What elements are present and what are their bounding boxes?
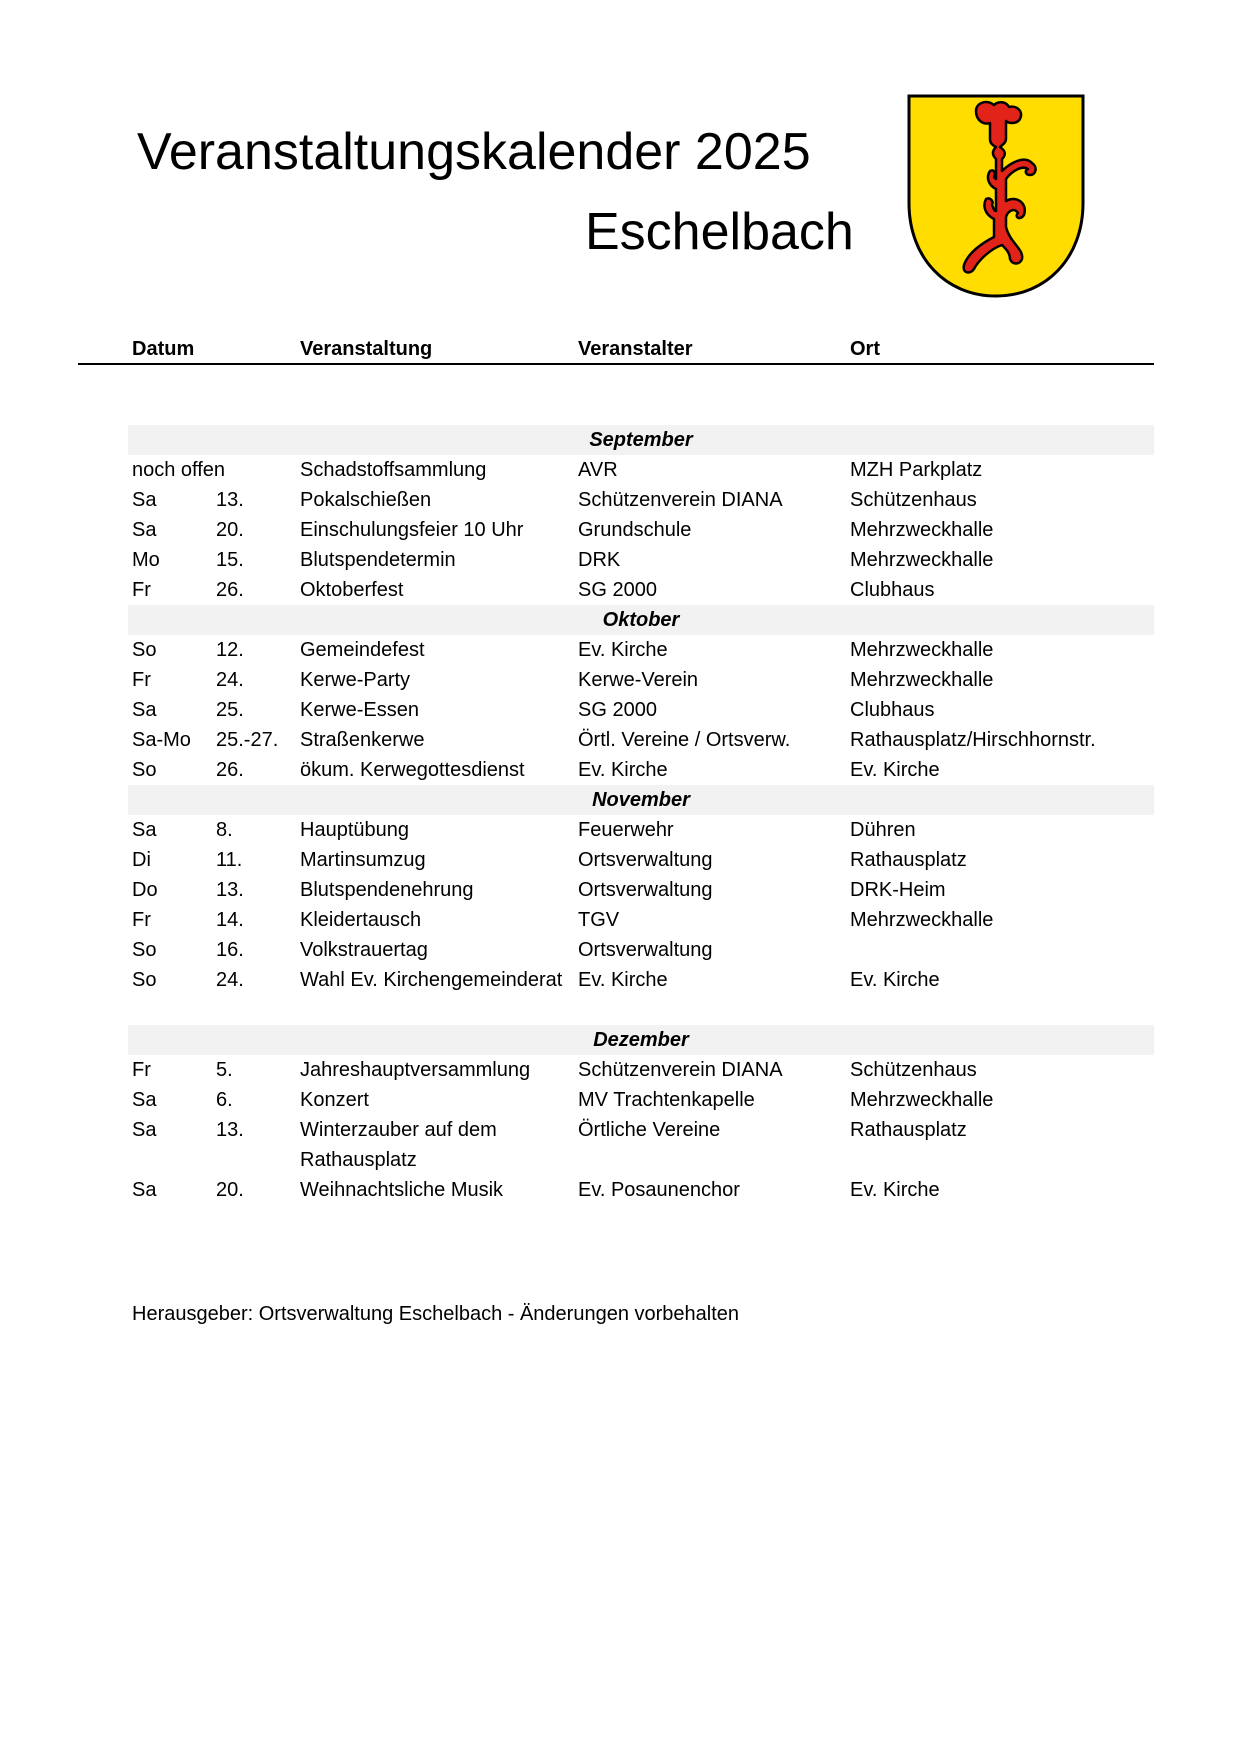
event-cell: Winterzauber auf dem Rathausplatz <box>300 1119 497 1171</box>
place-cell: Clubhaus <box>850 699 935 721</box>
organizer-cell: Ortsverwaltung <box>578 849 713 871</box>
table-row <box>128 935 1154 965</box>
organizer-cell: Ev. Kirche <box>578 639 668 661</box>
day-cell: Sa <box>132 699 157 721</box>
day-cell: So <box>132 639 157 661</box>
organizer-cell: Schützenverein DIANA <box>578 1059 783 1081</box>
day-cell: Sa <box>132 1089 157 1111</box>
day-cell: Di <box>132 849 151 871</box>
day-cell: Fr <box>132 669 151 691</box>
event-cell: Kerwe-Party <box>300 669 411 691</box>
coat-of-arms-icon <box>906 93 1086 299</box>
event-table <box>128 425 1154 1205</box>
place-cell: Rathausplatz/Hirschhornstr. <box>850 729 1096 751</box>
header-veranstaltung: Veranstaltung <box>300 338 433 360</box>
event-cell: Wahl Ev. Kirchengemeinderat <box>300 969 563 991</box>
month-header-row: November <box>128 785 1154 815</box>
organizer-cell: Ortsverwaltung <box>578 939 713 961</box>
event-cell: Schadstoffsammlung <box>300 459 487 481</box>
table-row <box>128 575 1154 605</box>
table-row <box>128 1085 1154 1115</box>
table-header <box>78 336 1154 365</box>
date-cell: 13. <box>216 489 244 511</box>
header-ort: Ort <box>850 338 880 360</box>
day-cell: Sa <box>132 819 157 841</box>
table-row <box>128 815 1154 845</box>
footer-note: Herausgeber: Ortsverwaltung Eschelbach - Änderungen vorbehalten <box>132 1303 740 1325</box>
table-row <box>128 695 1154 725</box>
month-header-row: Oktober <box>128 605 1154 635</box>
organizer-cell: Ev. Posaunenchor <box>578 1179 740 1201</box>
place-cell: Ev. Kirche <box>850 1179 940 1201</box>
day-cell: Sa <box>132 1179 157 1201</box>
month-header-row: September <box>128 425 1154 455</box>
organizer-cell: Ev. Kirche <box>578 759 668 781</box>
table-row <box>128 905 1154 935</box>
date-cell: 11. <box>216 849 243 871</box>
event-cell: Martinsumzug <box>300 849 426 871</box>
place-cell: Ev. Kirche <box>850 969 940 991</box>
page-title: Veranstaltungskalender 2025 <box>137 123 811 181</box>
place-cell: MZH Parkplatz <box>850 459 983 481</box>
place-cell: DRK-Heim <box>850 879 946 901</box>
date-cell: 24. <box>216 969 244 991</box>
date-cell: 25.-27. <box>216 729 279 751</box>
event-cell: Einschulungsfeier 10 Uhr <box>300 519 524 541</box>
place-cell: Ev. Kirche <box>850 759 940 781</box>
date-cell: 26. <box>216 759 244 781</box>
table-row <box>128 755 1154 785</box>
event-cell: Kerwe-Essen <box>300 699 419 721</box>
event-cell: Pokalschießen <box>300 489 432 511</box>
day-cell: Sa <box>132 519 157 541</box>
date-cell: 13. <box>216 879 244 901</box>
event-cell: Kleidertausch <box>300 909 422 931</box>
organizer-cell: Örtliche Vereine <box>578 1119 721 1141</box>
place-cell: Rathausplatz <box>850 849 967 871</box>
table-row <box>128 1055 1154 1085</box>
table-row <box>128 545 1154 575</box>
date-cell: 6. <box>216 1089 233 1111</box>
table-row <box>128 725 1154 755</box>
place-cell: Mehrzweckhalle <box>850 519 994 541</box>
place-cell: Schützenhaus <box>850 1059 977 1081</box>
table-row <box>128 485 1154 515</box>
day-cell: Sa <box>132 1119 157 1141</box>
month-header-row: Dezember <box>128 1025 1154 1055</box>
event-cell: Weihnachtsliche Musik <box>300 1179 504 1201</box>
event-cell: Gemeindefest <box>300 639 425 661</box>
event-cell: Jahreshauptversammlung <box>300 1059 531 1081</box>
header-veranstalter: Veranstalter <box>578 338 693 360</box>
event-cell: Hauptübung <box>300 819 409 841</box>
table-row <box>128 845 1154 875</box>
day-cell: Mo <box>132 549 160 571</box>
organizer-cell: DRK <box>578 549 621 571</box>
table-row <box>128 515 1154 545</box>
date-cell: 20. <box>216 1179 244 1201</box>
organizer-cell: Schützenverein DIANA <box>578 489 783 511</box>
table-row <box>128 1115 1154 1175</box>
date-cell: 5. <box>216 1059 233 1081</box>
day-cell: Fr <box>132 579 151 601</box>
date-cell: 14. <box>216 909 244 931</box>
day-cell: So <box>132 759 157 781</box>
place-cell: Rathausplatz <box>850 1119 967 1141</box>
date-cell: 16. <box>216 939 244 961</box>
day-cell: noch offen <box>132 459 226 481</box>
organizer-cell: Örtl. Vereine / Ortsverw. <box>578 729 791 751</box>
event-cell: Blutspendetermin <box>300 549 456 571</box>
table-row <box>128 875 1154 905</box>
day-cell: So <box>132 969 157 991</box>
organizer-cell: Grundschule <box>578 519 692 541</box>
date-cell: 24. <box>216 669 244 691</box>
place-cell: Mehrzweckhalle <box>850 669 994 691</box>
place-cell: Schützenhaus <box>850 489 977 511</box>
place-cell: Mehrzweckhalle <box>850 909 994 931</box>
day-cell: Sa-Mo <box>132 729 191 751</box>
organizer-cell: SG 2000 <box>578 579 657 601</box>
place-cell: Dühren <box>850 819 916 841</box>
date-cell: 15. <box>216 549 244 571</box>
organizer-cell: Ev. Kirche <box>578 969 668 991</box>
event-cell: ökum. Kerwegottesdienst <box>300 759 525 781</box>
place-cell: Mehrzweckhalle <box>850 549 994 571</box>
date-cell: 12. <box>216 639 244 661</box>
event-cell: Straßenkerwe <box>300 729 425 751</box>
event-cell: Oktoberfest <box>300 579 404 601</box>
organizer-cell: MV Trachtenkapelle <box>578 1089 755 1111</box>
day-cell: So <box>132 939 157 961</box>
organizer-cell: Ortsverwaltung <box>578 879 713 901</box>
header-datum: Datum <box>132 338 195 360</box>
date-cell: 8. <box>216 819 233 841</box>
date-cell: 25. <box>216 699 244 721</box>
event-cell: Volkstrauertag <box>300 939 428 961</box>
table-row <box>128 1175 1154 1205</box>
date-cell: 13. <box>216 1119 244 1141</box>
table-row <box>128 665 1154 695</box>
place-cell: Clubhaus <box>850 579 935 601</box>
day-cell: Fr <box>132 1059 151 1081</box>
organizer-cell: Kerwe-Verein <box>578 669 699 691</box>
organizer-cell: TGV <box>578 909 620 931</box>
table-row <box>128 965 1154 1025</box>
table-row <box>128 635 1154 665</box>
event-cell: Blutspendenehrung <box>300 879 474 901</box>
event-cell: Konzert <box>300 1089 369 1111</box>
date-cell: 26. <box>216 579 244 601</box>
organizer-cell: Feuerwehr <box>578 819 674 841</box>
table-row <box>128 455 1154 485</box>
date-cell: 20. <box>216 519 244 541</box>
place-cell: Mehrzweckhalle <box>850 639 994 661</box>
organizer-cell: AVR <box>578 459 618 481</box>
day-cell: Do <box>132 879 158 901</box>
place-cell: Mehrzweckhalle <box>850 1089 994 1111</box>
organizer-cell: SG 2000 <box>578 699 657 721</box>
page-subtitle: Eschelbach <box>585 203 854 261</box>
day-cell: Sa <box>132 489 157 511</box>
day-cell: Fr <box>132 909 151 931</box>
